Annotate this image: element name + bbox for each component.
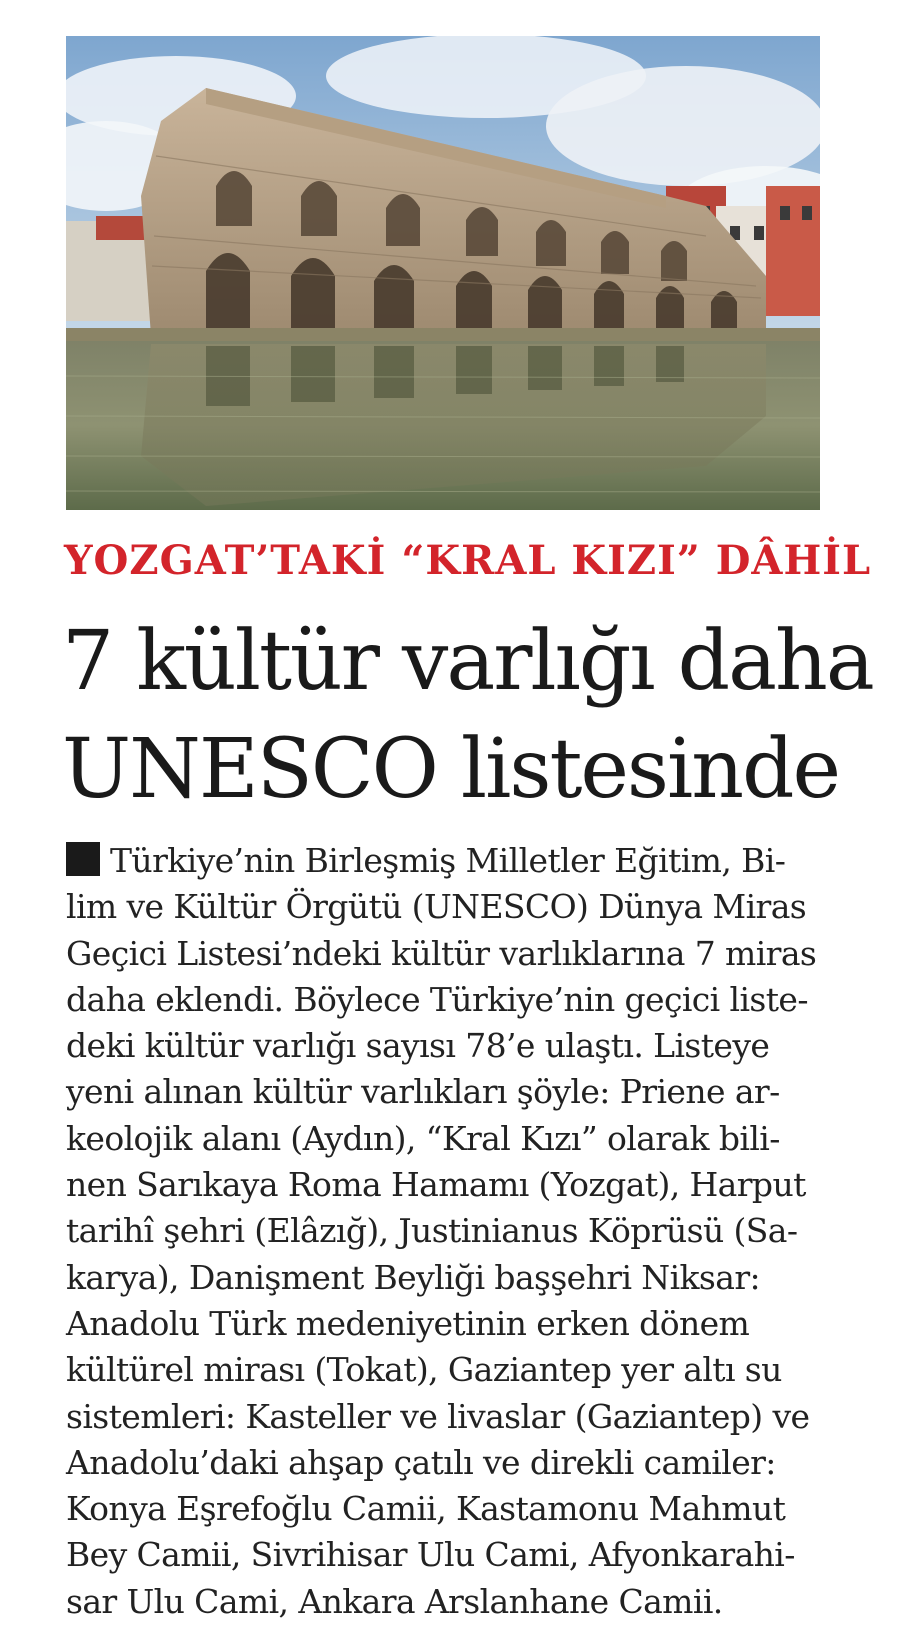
body-line (66, 838, 846, 884)
body-line: kültürel mirası (Tokat), Gaziantep yer altı su (66, 1350, 782, 1390)
body-line: Anadolu Türk medeniyetinin erken dönem (66, 1303, 750, 1343)
body-line: yeni alınan kültür varlıkları şöyle: Priene ar- (66, 1072, 780, 1112)
body-line: tarihî şehri (Elâzığ), Justinianus Köprüsü (Sa- (66, 1211, 798, 1251)
body-line: karya), Danişment Beyliği başşehri Niksar: (66, 1257, 761, 1297)
article-photo (66, 36, 820, 510)
body-line: deki kültür varlığı sayısı 78’e ulaştı. Listeye (66, 1026, 770, 1066)
article-body (66, 838, 846, 1625)
body-line: Bey Camii, Sivrihisar Ulu Cami, Afyonkarahi- (66, 1535, 795, 1575)
headline-line: UNESCO listesinde (62, 722, 840, 817)
body-line: sistemleri: Kasteller ve livaslar (Gaziantep) ve (66, 1396, 810, 1436)
body-line-text: Türkiye’nin Birleşmiş Milletler Eğitim, Bi- (110, 841, 786, 880)
body-line: sar Ulu Cami, Ankara Arslanhane Camii. (66, 1581, 723, 1621)
body-line: Anadolu’daki ahşap çatılı ve direkli camiler: (66, 1442, 776, 1482)
body-line: nen Sarıkaya Roma Hamamı (Yozgat), Harput (66, 1165, 806, 1205)
square-bullet-icon (66, 842, 100, 876)
body-line: lim ve Kültür Örgütü (UNESCO) Dünya Miras (66, 887, 807, 927)
article-kicker: YOZGAT’TAKİ “KRAL KIZI” DÂHİL (64, 537, 872, 584)
article-headline (62, 608, 882, 824)
body-line: daha eklendi. Böylece Türkiye’nin geçici liste- (66, 979, 808, 1019)
headline-line: 7 kültür varlığı daha (62, 614, 873, 709)
body-line: Konya Eşrefoğlu Camii, Kastamonu Mahmut (66, 1489, 786, 1529)
body-line: Geçici Listesi’ndeki kültür varlıklarına 7 miras (66, 933, 817, 973)
roman-bath-illustration (66, 36, 820, 510)
body-line: keolojik alanı (Aydın), “Kral Kızı” olarak bili- (66, 1118, 780, 1158)
